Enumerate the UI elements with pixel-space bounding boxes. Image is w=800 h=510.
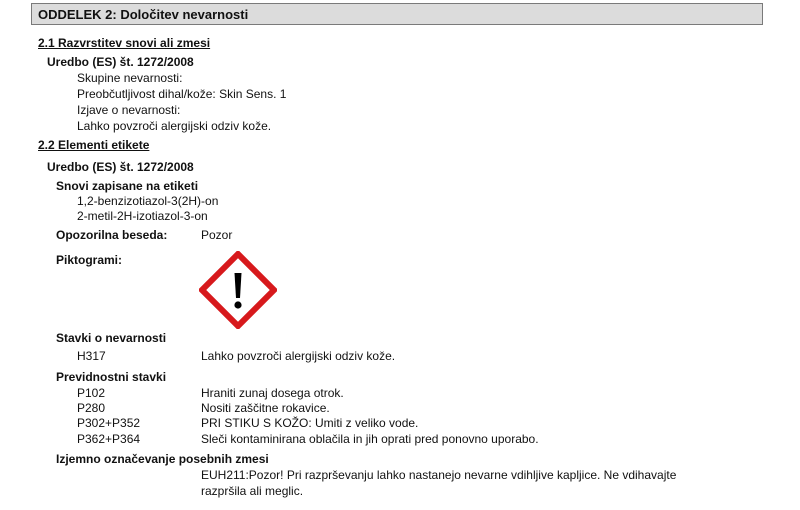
precautionary-code: P362+P364	[77, 432, 141, 446]
hazard-statements-heading: Stavki o nevarnosti	[56, 331, 167, 345]
subsection-2-2-heading: 2.2 Elementi etikete	[38, 138, 150, 152]
section-title: ODDELEK 2: Določitev nevarnosti	[38, 7, 249, 22]
substance-item: 1,2-benzizotiazol-3(2H)-on	[77, 194, 219, 208]
precautionary-code: P102	[77, 386, 106, 400]
section-header	[31, 3, 763, 25]
substances-label: Snovi zapisane na etiketi	[56, 179, 199, 193]
signal-word-value: Pozor	[201, 228, 233, 242]
substance-item: 2-metil-2H-izotiazol-3-on	[77, 209, 208, 223]
pictograms-label: Piktogrami:	[56, 253, 123, 267]
precautionary-text: Nositi zaščitne rokavice.	[201, 401, 330, 415]
precautionary-text: Sleči kontaminirana oblačila in jih oprati pred ponovno uporabo.	[201, 432, 539, 446]
exclamation-mark-ghs07-icon	[199, 251, 277, 329]
hazard-groups-label: Skupine nevarnosti:	[77, 71, 183, 85]
special-labelling-text: razpršila ali meglic.	[201, 484, 304, 498]
hazard-group-value: Preobčutljivost dihal/kože: Skin Sens. 1	[77, 87, 287, 101]
signal-word-label: Opozorilna beseda:	[56, 228, 168, 242]
hazard-code: H317	[77, 349, 106, 363]
regulation-label: Uredbo (ES) št. 1272/2008	[47, 160, 194, 174]
precautionary-code: P280	[77, 401, 106, 415]
precautionary-code: P302+P352	[77, 416, 141, 430]
subsection-2-1-heading: 2.1 Razvrstitev snovi ali zmesi	[38, 36, 211, 50]
regulation-label: Uredbo (ES) št. 1272/2008	[47, 55, 194, 69]
hazard-statement-value: Lahko povzroči alergijski odziv kože.	[77, 119, 272, 133]
hazard-text: Lahko povzroči alergijski odziv kože.	[201, 349, 396, 363]
precautionary-text: Hraniti zunaj dosega otrok.	[201, 386, 344, 400]
special-labelling-heading: Izjemno označevanje posebnih zmesi	[56, 452, 269, 466]
precautionary-heading: Previdnostni stavki	[56, 370, 167, 384]
hazard-statements-label: Izjave o nevarnosti:	[77, 103, 181, 117]
precautionary-text: PRI STIKU S KOŽO: Umiti z veliko vode.	[201, 416, 419, 430]
special-labelling-text: EUH211:Pozor! Pri razprševanju lahko nastanejo nevarne vdihljive kapljice. Ne vdihavajte	[201, 468, 677, 482]
